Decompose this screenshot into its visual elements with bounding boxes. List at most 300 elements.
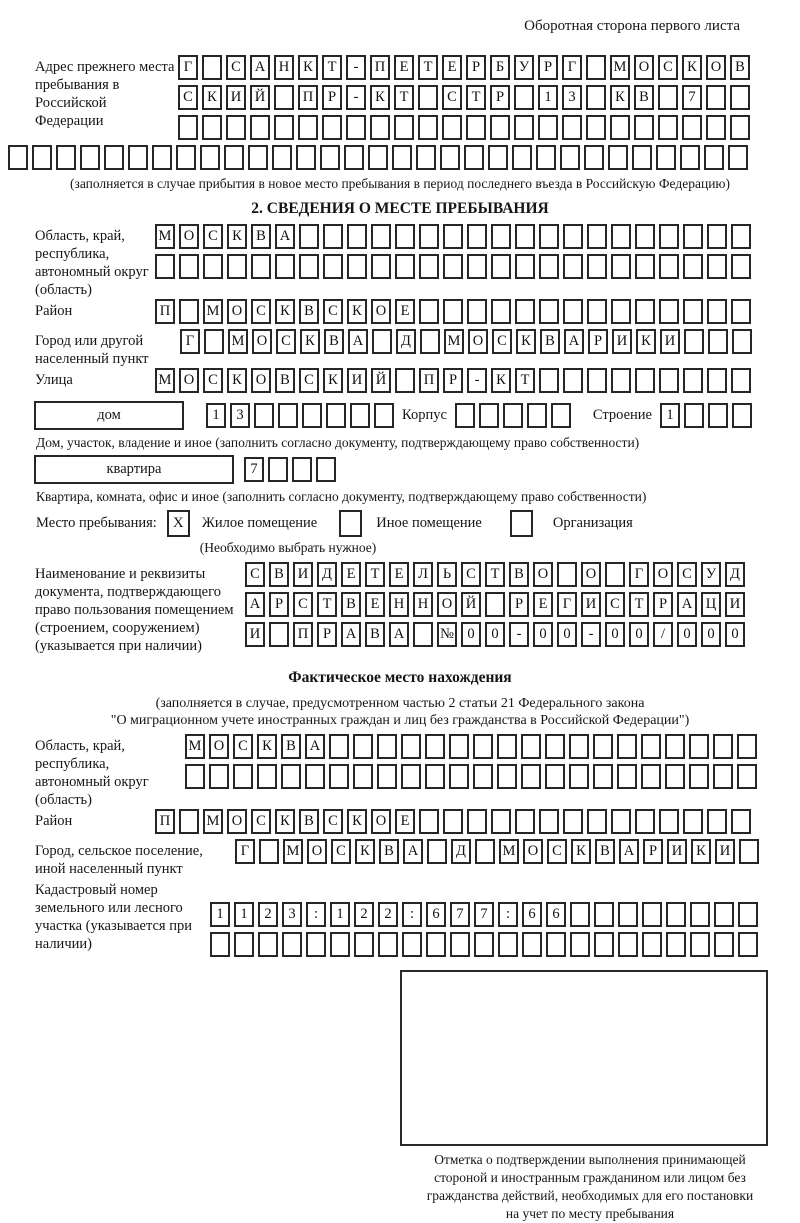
stay-checkbox-zhiloe[interactable]: X — [167, 510, 190, 537]
form-cell[interactable]: В — [730, 55, 750, 80]
form-cell[interactable]: О — [533, 562, 553, 587]
form-cell[interactable] — [185, 764, 205, 789]
form-cell[interactable] — [128, 145, 148, 170]
form-cell[interactable] — [642, 932, 662, 957]
form-cell[interactable]: : — [498, 902, 518, 927]
form-cell[interactable] — [323, 254, 343, 279]
form-cell[interactable] — [449, 734, 469, 759]
form-cell[interactable]: С — [178, 85, 198, 110]
form-cell[interactable]: А — [250, 55, 270, 80]
form-cell[interactable]: И — [725, 592, 745, 617]
form-cell[interactable] — [538, 115, 558, 140]
form-cell[interactable] — [497, 734, 517, 759]
form-cell[interactable] — [488, 145, 508, 170]
form-cell[interactable]: Е — [365, 592, 385, 617]
form-cell[interactable]: С — [492, 329, 512, 354]
form-cell[interactable]: 0 — [629, 622, 649, 647]
form-cell[interactable] — [475, 839, 495, 864]
form-cell[interactable]: О — [251, 368, 271, 393]
form-cell[interactable] — [302, 403, 322, 428]
form-cell[interactable]: К — [300, 329, 320, 354]
form-cell[interactable] — [563, 254, 583, 279]
form-cell[interactable]: А — [341, 622, 361, 647]
form-cell[interactable] — [326, 403, 346, 428]
form-cell[interactable] — [278, 403, 298, 428]
form-cell[interactable] — [209, 764, 229, 789]
form-cell[interactable] — [683, 368, 703, 393]
form-cell[interactable] — [635, 299, 655, 324]
form-cell[interactable]: Г — [178, 55, 198, 80]
form-cell[interactable] — [419, 299, 439, 324]
form-cell[interactable]: О — [653, 562, 673, 587]
form-cell[interactable] — [689, 734, 709, 759]
form-cell[interactable] — [594, 932, 614, 957]
form-cell[interactable]: С — [245, 562, 265, 587]
form-cell[interactable]: 6 — [546, 902, 566, 927]
form-cell[interactable] — [440, 145, 460, 170]
form-cell[interactable]: 3 — [562, 85, 582, 110]
form-cell[interactable]: С — [677, 562, 697, 587]
form-cell[interactable]: В — [341, 592, 361, 617]
form-cell[interactable]: - — [346, 85, 366, 110]
form-cell[interactable] — [707, 368, 727, 393]
form-cell[interactable]: 1 — [206, 403, 226, 428]
form-cell[interactable]: Р — [588, 329, 608, 354]
form-cell[interactable] — [323, 224, 343, 249]
form-cell[interactable] — [296, 145, 316, 170]
form-cell[interactable] — [350, 403, 370, 428]
form-cell[interactable]: № — [437, 622, 457, 647]
form-cell[interactable]: И — [612, 329, 632, 354]
form-cell[interactable]: 1 — [538, 85, 558, 110]
form-cell[interactable] — [683, 299, 703, 324]
form-cell[interactable] — [479, 403, 499, 428]
form-cell[interactable]: Д — [317, 562, 337, 587]
form-cell[interactable] — [322, 115, 342, 140]
form-cell[interactable]: : — [306, 902, 326, 927]
form-cell[interactable]: К — [202, 85, 222, 110]
form-cell[interactable]: Й — [371, 368, 391, 393]
form-cell[interactable]: Д — [725, 562, 745, 587]
form-cell[interactable]: С — [251, 809, 271, 834]
form-cell[interactable]: 1 — [234, 902, 254, 927]
form-cell[interactable] — [305, 764, 325, 789]
form-cell[interactable] — [419, 809, 439, 834]
form-cell[interactable] — [372, 329, 392, 354]
form-cell[interactable] — [737, 734, 757, 759]
form-cell[interactable]: О — [523, 839, 543, 864]
form-cell[interactable] — [569, 764, 589, 789]
form-cell[interactable]: Б — [490, 55, 510, 80]
form-cell[interactable] — [466, 115, 486, 140]
form-cell[interactable]: Е — [389, 562, 409, 587]
form-cell[interactable] — [368, 145, 388, 170]
form-cell[interactable] — [329, 734, 349, 759]
form-cell[interactable] — [659, 224, 679, 249]
form-cell[interactable]: А — [305, 734, 325, 759]
form-cell[interactable] — [292, 457, 312, 482]
form-cell[interactable] — [259, 839, 279, 864]
form-cell[interactable] — [80, 145, 100, 170]
form-cell[interactable]: О — [252, 329, 272, 354]
form-cell[interactable] — [587, 254, 607, 279]
form-cell[interactable]: П — [298, 85, 318, 110]
stay-checkbox-org[interactable] — [510, 510, 533, 537]
form-cell[interactable]: М — [228, 329, 248, 354]
form-cell[interactable]: И — [581, 592, 601, 617]
form-cell[interactable]: Н — [389, 592, 409, 617]
form-cell[interactable] — [684, 329, 704, 354]
form-cell[interactable] — [8, 145, 28, 170]
form-cell[interactable]: Г — [235, 839, 255, 864]
form-cell[interactable]: Д — [396, 329, 416, 354]
form-cell[interactable]: Т — [418, 55, 438, 80]
form-cell[interactable] — [635, 224, 655, 249]
form-cell[interactable] — [176, 145, 196, 170]
form-cell[interactable] — [515, 299, 535, 324]
form-cell[interactable] — [683, 224, 703, 249]
form-cell[interactable]: П — [293, 622, 313, 647]
form-cell[interactable]: О — [371, 809, 391, 834]
form-cell[interactable]: 7 — [450, 902, 470, 927]
form-cell[interactable] — [347, 224, 367, 249]
form-cell[interactable] — [316, 457, 336, 482]
form-cell[interactable] — [515, 809, 535, 834]
form-cell[interactable]: А — [389, 622, 409, 647]
form-cell[interactable]: И — [667, 839, 687, 864]
form-cell[interactable] — [416, 145, 436, 170]
form-cell[interactable] — [395, 254, 415, 279]
form-cell[interactable]: 0 — [725, 622, 745, 647]
form-cell[interactable]: Т — [466, 85, 486, 110]
form-cell[interactable] — [418, 85, 438, 110]
form-cell[interactable] — [737, 764, 757, 789]
form-cell[interactable]: 0 — [701, 622, 721, 647]
form-cell[interactable] — [251, 254, 271, 279]
form-cell[interactable]: В — [634, 85, 654, 110]
form-cell[interactable]: 7 — [474, 902, 494, 927]
form-cell[interactable] — [732, 329, 752, 354]
form-cell[interactable] — [714, 902, 734, 927]
form-cell[interactable] — [593, 734, 613, 759]
form-cell[interactable]: 1 — [210, 902, 230, 927]
form-cell[interactable] — [707, 224, 727, 249]
form-cell[interactable]: 7 — [244, 457, 264, 482]
form-cell[interactable] — [274, 85, 294, 110]
form-cell[interactable]: Т — [485, 562, 505, 587]
form-cell[interactable]: Д — [451, 839, 471, 864]
form-cell[interactable] — [226, 115, 246, 140]
form-cell[interactable] — [258, 932, 278, 957]
form-cell[interactable]: С — [331, 839, 351, 864]
form-cell[interactable] — [420, 329, 440, 354]
form-cell[interactable] — [443, 254, 463, 279]
form-cell[interactable]: 0 — [533, 622, 553, 647]
form-cell[interactable]: П — [370, 55, 390, 80]
form-cell[interactable] — [732, 403, 752, 428]
form-cell[interactable] — [570, 902, 590, 927]
form-cell[interactable] — [586, 85, 606, 110]
form-cell[interactable] — [248, 145, 268, 170]
form-cell[interactable] — [467, 254, 487, 279]
form-cell[interactable] — [569, 734, 589, 759]
form-cell[interactable]: Р — [490, 85, 510, 110]
form-cell[interactable] — [354, 932, 374, 957]
form-cell[interactable] — [443, 224, 463, 249]
form-cell[interactable] — [563, 809, 583, 834]
form-cell[interactable]: С — [605, 592, 625, 617]
form-cell[interactable] — [269, 622, 289, 647]
form-cell[interactable] — [155, 254, 175, 279]
form-cell[interactable] — [704, 145, 724, 170]
form-cell[interactable] — [425, 734, 445, 759]
form-cell[interactable]: С — [658, 55, 678, 80]
form-cell[interactable]: О — [227, 809, 247, 834]
form-cell[interactable]: Е — [442, 55, 462, 80]
form-cell[interactable] — [490, 115, 510, 140]
form-cell[interactable] — [455, 403, 475, 428]
form-cell[interactable] — [539, 299, 559, 324]
form-cell[interactable]: С — [299, 368, 319, 393]
form-cell[interactable] — [418, 115, 438, 140]
form-cell[interactable] — [539, 224, 559, 249]
form-cell[interactable] — [522, 932, 542, 957]
form-cell[interactable]: К — [275, 299, 295, 324]
form-cell[interactable]: О — [371, 299, 391, 324]
form-cell[interactable]: Р — [443, 368, 463, 393]
form-cell[interactable] — [514, 115, 534, 140]
form-cell[interactable] — [306, 932, 326, 957]
form-cell[interactable] — [527, 403, 547, 428]
form-cell[interactable]: Н — [274, 55, 294, 80]
form-cell[interactable] — [587, 299, 607, 324]
form-cell[interactable] — [464, 145, 484, 170]
form-cell[interactable] — [618, 902, 638, 927]
form-cell[interactable] — [449, 764, 469, 789]
form-cell[interactable] — [227, 254, 247, 279]
form-cell[interactable] — [587, 368, 607, 393]
form-cell[interactable]: А — [403, 839, 423, 864]
form-cell[interactable]: В — [281, 734, 301, 759]
form-cell[interactable]: 1 — [330, 902, 350, 927]
form-cell[interactable]: 3 — [230, 403, 250, 428]
form-cell[interactable]: 2 — [378, 902, 398, 927]
form-cell[interactable] — [392, 145, 412, 170]
form-cell[interactable]: В — [299, 299, 319, 324]
form-cell[interactable]: Р — [653, 592, 673, 617]
form-cell[interactable]: Л — [413, 562, 433, 587]
form-cell[interactable] — [546, 932, 566, 957]
form-cell[interactable] — [210, 932, 230, 957]
form-cell[interactable] — [512, 145, 532, 170]
form-cell[interactable]: 0 — [557, 622, 577, 647]
form-cell[interactable] — [658, 115, 678, 140]
form-cell[interactable]: К — [571, 839, 591, 864]
form-cell[interactable] — [371, 254, 391, 279]
form-cell[interactable]: О — [179, 224, 199, 249]
form-cell[interactable] — [491, 809, 511, 834]
form-cell[interactable] — [665, 734, 685, 759]
form-cell[interactable] — [584, 145, 604, 170]
form-cell[interactable] — [656, 145, 676, 170]
form-cell[interactable] — [680, 145, 700, 170]
form-cell[interactable] — [713, 734, 733, 759]
form-cell[interactable] — [739, 839, 759, 864]
form-cell[interactable]: А — [245, 592, 265, 617]
form-cell[interactable]: Г — [562, 55, 582, 80]
form-cell[interactable] — [551, 403, 571, 428]
form-cell[interactable]: Т — [515, 368, 535, 393]
form-cell[interactable]: У — [701, 562, 721, 587]
form-cell[interactable]: М — [185, 734, 205, 759]
form-cell[interactable]: К — [227, 368, 247, 393]
form-cell[interactable] — [371, 224, 391, 249]
form-cell[interactable] — [707, 809, 727, 834]
form-cell[interactable] — [659, 254, 679, 279]
form-cell[interactable]: А — [348, 329, 368, 354]
form-cell[interactable] — [104, 145, 124, 170]
form-cell[interactable] — [570, 932, 590, 957]
form-cell[interactable] — [272, 145, 292, 170]
form-cell[interactable] — [539, 809, 559, 834]
form-cell[interactable] — [179, 809, 199, 834]
form-cell[interactable] — [586, 115, 606, 140]
form-cell[interactable] — [563, 299, 583, 324]
form-cell[interactable]: Т — [365, 562, 385, 587]
form-cell[interactable] — [179, 254, 199, 279]
form-cell[interactable]: К — [347, 809, 367, 834]
form-cell[interactable]: М — [444, 329, 464, 354]
form-cell[interactable] — [474, 932, 494, 957]
form-cell[interactable]: В — [509, 562, 529, 587]
form-cell[interactable]: С — [251, 299, 271, 324]
form-cell[interactable] — [395, 368, 415, 393]
form-cell[interactable] — [394, 115, 414, 140]
form-cell[interactable]: А — [619, 839, 639, 864]
form-cell[interactable]: Т — [629, 592, 649, 617]
form-cell[interactable] — [425, 764, 445, 789]
form-cell[interactable]: С — [233, 734, 253, 759]
form-cell[interactable] — [274, 115, 294, 140]
form-cell[interactable] — [485, 592, 505, 617]
form-cell[interactable]: Т — [317, 592, 337, 617]
form-cell[interactable] — [491, 224, 511, 249]
form-cell[interactable] — [731, 224, 751, 249]
form-cell[interactable] — [610, 115, 630, 140]
form-cell[interactable]: А — [275, 224, 295, 249]
form-cell[interactable] — [659, 809, 679, 834]
form-cell[interactable]: К — [491, 368, 511, 393]
form-cell[interactable]: А — [564, 329, 584, 354]
form-cell[interactable]: Е — [341, 562, 361, 587]
form-cell[interactable] — [682, 115, 702, 140]
form-cell[interactable]: В — [379, 839, 399, 864]
form-cell[interactable]: И — [293, 562, 313, 587]
form-cell[interactable]: К — [516, 329, 536, 354]
form-cell[interactable]: / — [653, 622, 673, 647]
form-cell[interactable]: Р — [322, 85, 342, 110]
form-cell[interactable] — [515, 224, 535, 249]
form-cell[interactable]: - — [346, 55, 366, 80]
form-cell[interactable]: Г — [180, 329, 200, 354]
form-cell[interactable]: В — [595, 839, 615, 864]
form-cell[interactable]: К — [227, 224, 247, 249]
form-cell[interactable] — [683, 809, 703, 834]
form-cell[interactable]: М — [499, 839, 519, 864]
form-cell[interactable] — [713, 764, 733, 789]
form-cell[interactable] — [611, 368, 631, 393]
form-cell[interactable] — [665, 764, 685, 789]
form-cell[interactable] — [641, 764, 661, 789]
form-cell[interactable] — [521, 764, 541, 789]
form-cell[interactable]: С — [323, 809, 343, 834]
form-cell[interactable] — [608, 145, 628, 170]
form-cell[interactable]: О — [437, 592, 457, 617]
form-cell[interactable] — [401, 734, 421, 759]
form-cell[interactable]: Ь — [437, 562, 457, 587]
form-cell[interactable] — [353, 734, 373, 759]
form-cell[interactable] — [402, 932, 422, 957]
form-cell[interactable] — [641, 734, 661, 759]
form-cell[interactable] — [491, 299, 511, 324]
form-cell[interactable] — [618, 932, 638, 957]
form-cell[interactable] — [659, 299, 679, 324]
form-cell[interactable]: С — [226, 55, 246, 80]
form-cell[interactable] — [563, 224, 583, 249]
form-cell[interactable]: Й — [461, 592, 481, 617]
form-cell[interactable] — [347, 254, 367, 279]
form-cell[interactable]: К — [636, 329, 656, 354]
form-cell[interactable] — [635, 254, 655, 279]
form-cell[interactable]: 2 — [354, 902, 374, 927]
form-cell[interactable]: 7 — [682, 85, 702, 110]
form-cell[interactable]: 3 — [282, 902, 302, 927]
form-cell[interactable]: - — [581, 622, 601, 647]
form-cell[interactable] — [731, 254, 751, 279]
form-cell[interactable] — [443, 299, 463, 324]
form-cell[interactable]: Й — [250, 85, 270, 110]
form-cell[interactable]: П — [155, 809, 175, 834]
form-cell[interactable] — [666, 932, 686, 957]
form-cell[interactable] — [539, 368, 559, 393]
form-cell[interactable]: С — [547, 839, 567, 864]
form-cell[interactable] — [450, 932, 470, 957]
form-cell[interactable] — [738, 902, 758, 927]
form-cell[interactable] — [203, 254, 223, 279]
form-cell[interactable]: К — [347, 299, 367, 324]
form-cell[interactable] — [442, 115, 462, 140]
form-cell[interactable] — [730, 115, 750, 140]
form-cell[interactable] — [378, 932, 398, 957]
form-cell[interactable] — [690, 902, 710, 927]
form-cell[interactable]: К — [323, 368, 343, 393]
form-cell[interactable] — [329, 764, 349, 789]
form-cell[interactable]: Т — [322, 55, 342, 80]
form-cell[interactable] — [467, 809, 487, 834]
form-cell[interactable]: О — [706, 55, 726, 80]
form-cell[interactable] — [419, 224, 439, 249]
form-cell[interactable] — [234, 932, 254, 957]
form-cell[interactable]: С — [461, 562, 481, 587]
form-cell[interactable] — [377, 764, 397, 789]
form-cell[interactable] — [413, 622, 433, 647]
form-cell[interactable]: Н — [413, 592, 433, 617]
form-cell[interactable] — [563, 368, 583, 393]
form-cell[interactable] — [708, 403, 728, 428]
form-cell[interactable]: И — [660, 329, 680, 354]
form-cell[interactable] — [731, 368, 751, 393]
form-cell[interactable] — [467, 299, 487, 324]
